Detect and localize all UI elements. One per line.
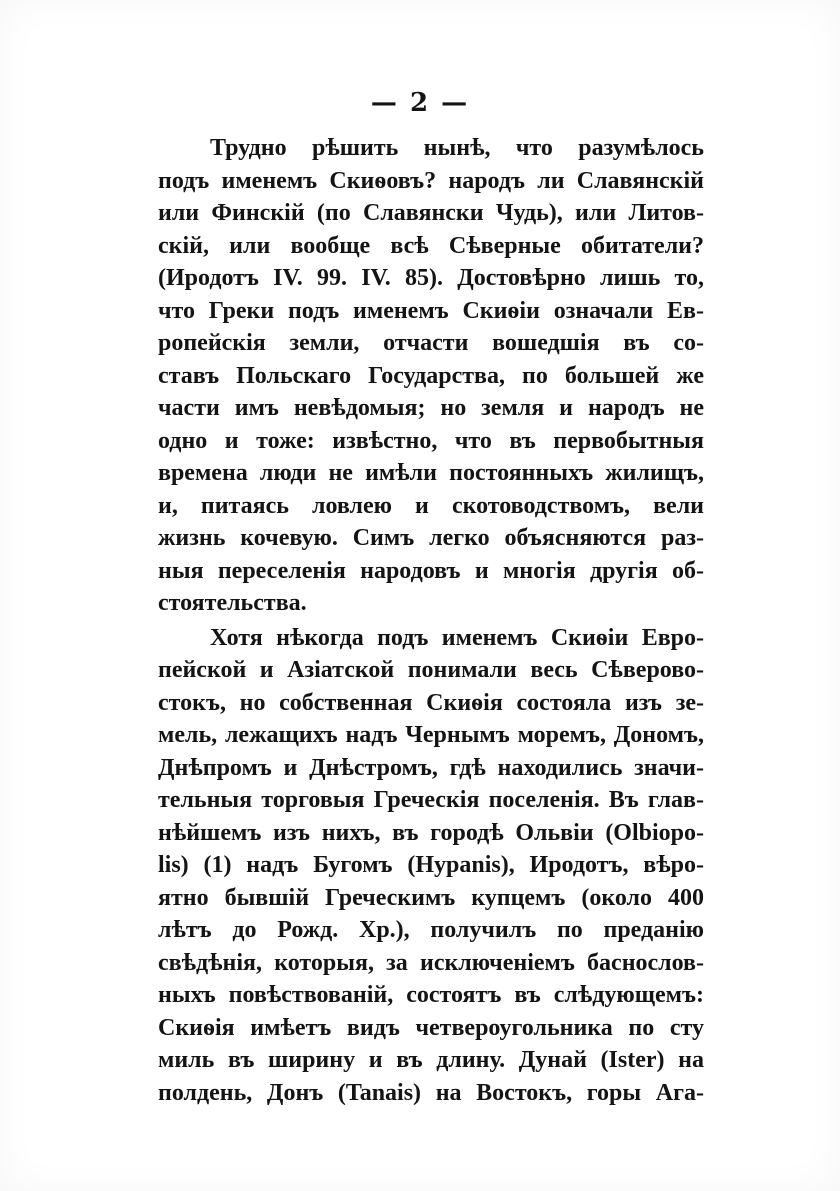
text-line: что Греки подъ именемъ Скиѳіи означали Ев- [158,297,704,324]
paragraph-2 [158,622,704,1110]
paragraph-1 [158,132,704,620]
text-line: (Иродотъ IV. 99. IV. 85). Достовѣрно лишь то, [158,265,704,291]
text-line: жизнь кочевую. Симъ легко объясняются раз- [158,525,704,551]
text-line: скій, или вообще всѣ Сѣверные обитатели? [158,232,704,259]
text-line: свѣдѣнія, которыя, за исключеніемъ баснослов- [158,949,704,976]
text-line: тельныя торговыя Греческія поселенія. Въ глав- [158,787,704,813]
page-number: — 2 — [370,88,470,118]
text-line: Трудно рѣшить нынѣ, что разумѣлось [210,135,704,161]
text-line: мель, лежащихъ надъ Чернымъ моремъ, Дономъ, [158,722,704,748]
text-line: стокъ, но собственная Скиѳія состояла изъ зе- [158,689,704,716]
text-line: части имъ невѣдомыя; но земля и народъ не [158,395,704,421]
text-line: полдень, Донъ (Tanais) на Востокъ, горы Ага- [158,1079,704,1106]
text-line: ныя переселенія народовъ и многія другія об- [158,557,704,584]
text-line: одно и тоже: извѣстно, что въ первобытныя [158,427,704,454]
text-line: миль въ ширину и въ длину. Дунай (Ister) на [158,1047,704,1073]
text-line: стоятельства. [158,590,307,616]
text-line: ятно бывшій Греческимъ купцемъ (около 400 [158,884,704,911]
body-text [158,132,704,1109]
text-line: подъ именемъ Скиѳовъ? народъ ли Славянскій [158,167,704,194]
text-line: ныхъ повѣствованій, состоятъ въ слѣдующемъ: [158,982,704,1008]
text-line: времена люди не имѣли постоянныхъ жилищъ, [158,460,704,486]
text-line: Днѣпромъ и Днѣстромъ, гдѣ находились значи- [158,754,704,781]
text-line: ропейскія земли, отчасти вошедшія въ со- [158,330,704,356]
text-line: ставъ Польскаго Государства, по большей же [158,362,704,389]
text-line: нѣйшемъ изъ нихъ, въ городѣ Ольвіи (Olbiopo- [158,819,704,846]
text-line: lis) (1) надъ Бугомъ (Hypanis), Иродотъ, вѣро- [158,852,704,878]
text-line: лѣтъ до Рожд. Хр.), получилъ по преданію [158,917,704,943]
text-line: или Финскій (по Славянски Чудь), или Литов- [158,200,704,226]
text-line: и, питаясь ловлею и скотоводствомъ, вели [158,492,704,519]
text-line: Хотя нѣкогда подъ именемъ Скиѳіи Евро- [210,624,704,651]
text-line: пейской и Азіатской понимали весь Сѣверово- [158,657,704,683]
text-line: Скиѳія имѣетъ видъ четвероугольника по сту [158,1014,704,1041]
